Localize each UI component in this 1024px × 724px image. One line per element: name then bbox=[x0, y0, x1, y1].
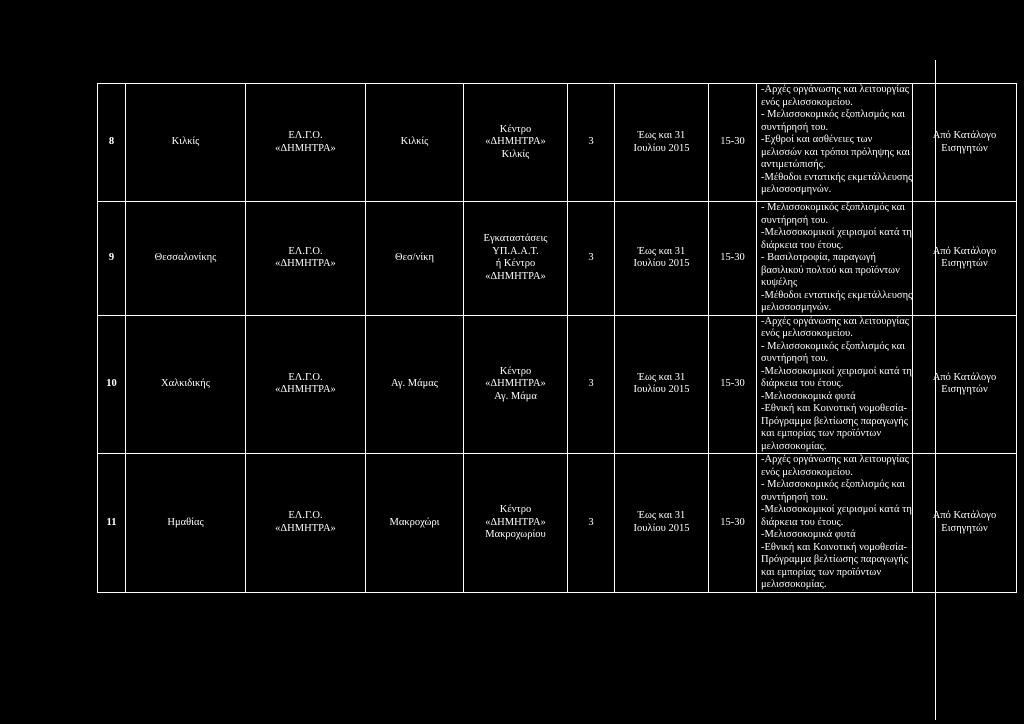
selection-cell: Από Κατάλογο Εισηγητών bbox=[913, 84, 1017, 202]
description-cell: -Αρχές οργάνωσης και λειτουργίας ενός μελισσοκομείου. - Μελισσοκομικός εξοπλισμός και συντήρησή του. -Μελισσοκομικοί χειρισμοί κατά τη διάρκεια του έτους. -Μελισσοκομικά φυτά -Εθνική και Κοινοτική νομοθεσία- Πρόγραμμα βελτίωσης παραγωγής και εμπορίας των προϊόντων μελισσοκομίας. bbox=[757, 315, 913, 454]
table-row bbox=[98, 202, 1017, 316]
table-row bbox=[98, 454, 1017, 593]
table-row bbox=[98, 315, 1017, 454]
training-schedule-table bbox=[97, 83, 1017, 593]
selection-cell: Από Κατάλογο Εισηγητών bbox=[913, 202, 1017, 316]
region-cell: Ημαθίας bbox=[126, 454, 246, 593]
organization-cell: ΕΛ.Γ.Ο. «ΔΗΜΗΤΡΑ» bbox=[246, 84, 366, 202]
hours-cell: 15-30 bbox=[709, 84, 757, 202]
deadline-cell: Έως και 31 Ιουλίου 2015 bbox=[615, 454, 709, 593]
deadline-cell: Έως και 31 Ιουλίου 2015 bbox=[615, 84, 709, 202]
description-cell: - Μελισσοκομικός εξοπλισμός και συντήρησή του. -Μελισσοκομικοί χειρισμοί κατά τη διάρκεια του έτους. - Βασιλοτροφία, παραγωγή βασιλικού πολτού και προϊόντων κυψέλης -Μέθοδοι εντατικής εκμετάλλευσης μελισσοσμηνών. bbox=[757, 202, 913, 316]
city-cell: Κιλκίς bbox=[366, 84, 464, 202]
row-number: 10 bbox=[98, 315, 126, 454]
venue-cell: Κέντρο «ΔΗΜΗΤΡΑ» Κιλκίς bbox=[464, 84, 568, 202]
count-cell: 3 bbox=[568, 315, 615, 454]
row-number: 9 bbox=[98, 202, 126, 316]
row-number: 8 bbox=[98, 84, 126, 202]
region-cell: Χαλκιδικής bbox=[126, 315, 246, 454]
description-cell: -Αρχές οργάνωσης και λειτουργίας ενός μελισσοκομείου. - Μελισσοκομικός εξοπλισμός και συντήρησή του. -Μελισσοκομικοί χειρισμοί κατά τη διάρκεια του έτους. -Μελισσοκομικά φυτά -Εθνική και Κοινοτική νομοθεσία- Πρόγραμμα βελτίωσης παραγωγής και εμπορίας των προϊόντων μελισσοκομίας. bbox=[757, 454, 913, 593]
selection-cell: Από Κατάλογο Εισηγητών bbox=[913, 315, 1017, 454]
organization-cell: ΕΛ.Γ.Ο. «ΔΗΜΗΤΡΑ» bbox=[246, 202, 366, 316]
venue-cell: Κέντρο «ΔΗΜΗΤΡΑ» Μακροχωρίου bbox=[464, 454, 568, 593]
region-cell: Θεσσαλονίκης bbox=[126, 202, 246, 316]
region-cell: Κιλκίς bbox=[126, 84, 246, 202]
organization-cell: ΕΛ.Γ.Ο. «ΔΗΜΗΤΡΑ» bbox=[246, 315, 366, 454]
table-row bbox=[98, 84, 1017, 202]
hours-cell: 15-30 bbox=[709, 315, 757, 454]
selection-cell: Από Κατάλογο Εισηγητών bbox=[913, 454, 1017, 593]
venue-cell: Εγκαταστάσεις ΥΠ.Α.Α.Τ. ή Κέντρο «ΔΗΜΗΤΡΑ» bbox=[464, 202, 568, 316]
city-cell: Αγ. Μάμας bbox=[366, 315, 464, 454]
count-cell: 3 bbox=[568, 84, 615, 202]
deadline-cell: Έως και 31 Ιουλίου 2015 bbox=[615, 315, 709, 454]
hours-cell: 15-30 bbox=[709, 202, 757, 316]
count-cell: 3 bbox=[568, 454, 615, 593]
city-cell: Μακροχώρι bbox=[366, 454, 464, 593]
organization-cell: ΕΛ.Γ.Ο. «ΔΗΜΗΤΡΑ» bbox=[246, 454, 366, 593]
row-number: 11 bbox=[98, 454, 126, 593]
description-cell: -Αρχές οργάνωσης και λειτουργίας ενός μελισσοκομείου. - Μελισσοκομικός εξοπλισμός και συντήρησή του. -Εχθροί και ασθένειες των μελισσών και τρόποι πρόληψης και αντιμετώπισής. -Μέθοδοι εντατικής εκμετάλλευσης μελισσοσμηνών. bbox=[757, 84, 913, 202]
deadline-cell: Έως και 31 Ιουλίου 2015 bbox=[615, 202, 709, 316]
hours-cell: 15-30 bbox=[709, 454, 757, 593]
venue-cell: Κέντρο «ΔΗΜΗΤΡΑ» Αγ. Μάμα bbox=[464, 315, 568, 454]
city-cell: Θεσ/νίκη bbox=[366, 202, 464, 316]
count-cell: 3 bbox=[568, 202, 615, 316]
